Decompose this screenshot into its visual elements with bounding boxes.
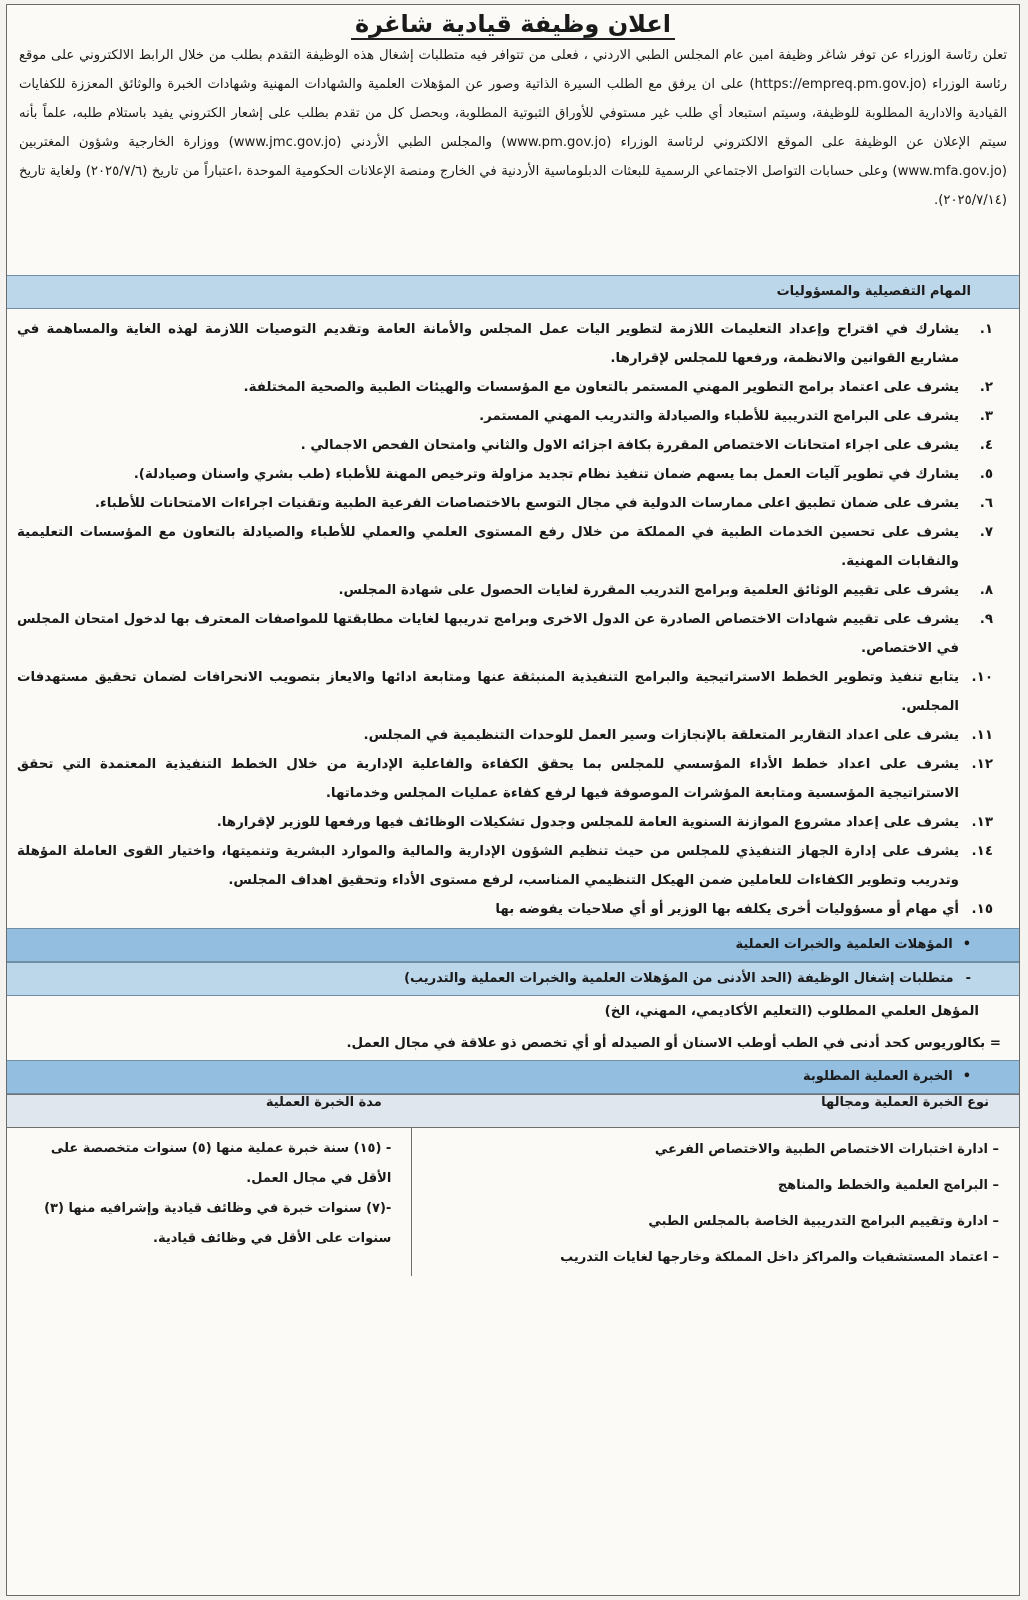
task-item xyxy=(17,576,997,605)
job-announcement-document xyxy=(6,4,1020,1596)
task-text: يشرف على إعداد مشروع الموازنة السنوية العامة للمجلس وجدول تشكيلات الوظائف فيها ورفعها للوزير لإقرارها. xyxy=(216,815,959,830)
experience-duration-header: مدة الخبرة العملية xyxy=(7,1095,412,1128)
task-item xyxy=(17,895,997,924)
experience-section-header xyxy=(7,1060,1019,1094)
task-number: ٤. xyxy=(979,438,993,453)
task-number: ١٣. xyxy=(971,815,993,830)
experience-table-row xyxy=(7,1128,1019,1277)
requirements-dash: - xyxy=(965,971,971,986)
experience-duration-item: -(٧) سنوات خبرة في وظائف قيادية وإشرافيه منها (٣) سنوات على الأقل في وظائف قيادية. xyxy=(44,1201,392,1246)
task-item xyxy=(17,837,997,895)
task-item xyxy=(17,315,997,373)
task-item xyxy=(17,431,997,460)
experience-type-item: – ادارة اختبارات الاختصاص الطبية والاختصاص الفرعي xyxy=(422,1132,999,1168)
experience-type-header: نوع الخبرة العملية ومجالها xyxy=(412,1095,1019,1128)
intro-paragraph: تعلن رئاسة الوزراء عن توفر شاغر وظيفة امين عام المجلس الطبي الاردني ، فعلى من تتوافر فيه متطلبات إشغال هذه الوظيفة التقدم بطلب من خلال الرابط الالكتروني على موقع رئاسة الوزراء (https://empreq.pm.gov.jo) على ان يرفق مع الطلب السيرة الذاتية وصور عن المؤهلات العلمية والشهادات المهنية وشهادات الخبرة والوثائق المعززة للكفايات القيادية والادارية المطلوبة للوظيفة، وسيتم استبعاد أي طلب غير مستوفي للأوراق الثبوتية المطلوبة، وبحصل كل من تقدم بطلب على إشعار الكتروني يفيد باستلام طلبه، علماً بأنه سيتم الإعلان عن الوظيفة على الموقع الالكتروني لرئاسة الوزراء (www.pm.gov.jo) والمجلس الطبي الأردني (www.jmc.gov.jo) ووزارة الخارجية وشؤون المغتربين (www.mfa.gov.jo) وعلى حسابات التواصل الاجتماعي الرسمية للبعثات الدبلوماسية الأردنية في الخارج ومنصة الإعلانات الحكومية الموحدة ،اعتباراً من تاريخ (٢٠٢٥/٧/٦) ولغاية تاريخ (٢٠٢٥/٧/١٤). xyxy=(19,48,1007,208)
task-number: ٥. xyxy=(979,467,993,482)
experience-type-item: – ادارة وتقييم البرامج التدريبية الخاصة بالمجلس الطبي xyxy=(422,1204,999,1240)
task-number: ١٠. xyxy=(971,670,993,685)
task-item xyxy=(17,750,997,808)
experience-table xyxy=(7,1094,1019,1276)
task-item xyxy=(17,460,997,489)
qualifications-header-text: • المؤهلات العلمية والخبرات العملية xyxy=(735,937,971,952)
task-item xyxy=(17,605,997,663)
task-number: ١٢. xyxy=(971,757,993,772)
tasks-list xyxy=(7,309,1019,928)
task-text: يشرف على البرامج التدريبية للأطباء والصيادلة والتدريب المهني المستمر. xyxy=(479,409,959,424)
task-item xyxy=(17,373,997,402)
experience-durations-cell xyxy=(7,1128,412,1277)
task-text: يشرف على اعداد التقارير المتعلقة بالإنجازات وسير العمل للوحدات التنظيمية في المجلس. xyxy=(363,728,959,743)
task-text: يشارك في اقتراح وإعداد التعليمات اللازمة لتطوير اليات عمل المجلس والأمانة العامة وتقديم التوصيات اللازمة لهذه الغاية والمساهمة في مشاريع القوانين والانظمة، ورفعها للمجلس لإقرارها. xyxy=(17,322,959,366)
task-text: يشرف على تقييم الوثائق العلمية وبرامج التدريب المقررة لغايات الحصول على شهادة المجلس. xyxy=(338,583,959,598)
task-text: يشرف على تحسين الخدمات الطبية في المملكة من خلال رفع المستوى العلمي والعملي للأطباء والصيادلة بالتعاون مع المؤسسات التعليمية والنقابات المهنية. xyxy=(17,525,959,569)
document-title-text: اعلان وظيفة قيادية شاغرة xyxy=(351,10,675,40)
required-degree-label: المؤهل العلمي المطلوب (التعليم الأكاديمي، المهني، الخ) xyxy=(604,1004,979,1019)
tasks-section-header: المهام التفصيلية والمسؤوليات xyxy=(7,275,1019,309)
task-text: يشرف على اعداد خطط الأداء المؤسسي للمجلس بما يحقق الكفاءة والفاعلية الإدارية من خلال الخطط التنفيذية المعتمدة التي تحقق الاستراتيجية المؤسسية ومتابعة المؤشرات الموصوفة فيها لرفع كفاءة عمليات المجلس وخدماتها. xyxy=(17,757,959,801)
task-text: يشرف على اعتماد برامج التطوير المهني المستمر بالتعاون مع المؤسسات والهيئات الطبية والصحية المختلفة. xyxy=(243,380,959,395)
task-item xyxy=(17,663,997,721)
document-title xyxy=(7,9,1019,39)
requirements-section-header xyxy=(7,962,1019,996)
task-text: أي مهام أو مسؤوليات أخرى يكلفه بها الوزير أو أي صلاحيات يفوضه بها xyxy=(495,902,959,917)
experience-header-text: • الخبرة العملية المطلوبة xyxy=(803,1069,971,1084)
task-number: ١١. xyxy=(971,728,993,743)
task-number: ١٤. xyxy=(971,844,993,859)
task-text: يشرف على ضمان تطبيق اعلى ممارسات الدولية في مجال التوسع بالاختصاصات الفرعية الطبية وتقنيات اجراءات الامتحانات للأطباء. xyxy=(94,496,959,511)
task-text: يشرف على إدارة الجهاز التنفيذي للمجلس من حيث تنظيم الشؤون الإدارية والمالية والموارد البشرية وتنميتها، واختيار القوى العاملة المؤهلة وتدريب وتطوير الكفاءات للعاملين ضمن الهيكل التنظيمي المناسب، لرفع مستوى الأداء وتحقيق اهداف المجلس. xyxy=(17,844,959,888)
task-number: ٨. xyxy=(979,583,993,598)
task-number: ١. xyxy=(979,322,993,337)
experience-table-header-row xyxy=(7,1095,1019,1128)
experience-types-cell xyxy=(412,1128,1019,1277)
task-number: ٩. xyxy=(979,612,993,627)
task-number: ٦. xyxy=(979,496,993,511)
task-number: ٧. xyxy=(979,525,993,540)
requirements-header-text: متطلبات إشغال الوظيفة (الحد الأدنى من المؤهلات العلمية والخبرات العملية والتدريب) xyxy=(404,971,954,986)
experience-type-item: – اعتماد المستشفيات والمراكز داخل المملكة وخارجها لغايات التدريب xyxy=(422,1240,999,1276)
qualifications-section-header xyxy=(7,928,1019,962)
task-text: يشرف على اجراء امتحانات الاختصاص المقررة بكافة اجزائه الاول والثاني وامتحان الفحص الاجمالي . xyxy=(300,438,959,453)
task-item xyxy=(17,489,997,518)
task-text: يشارك في تطوير آليات العمل بما يسهم ضمان تنفيذ نظام تجديد مزاولة وترخيص المهنة للأطباء (طب بشري واسنان وصيادلة). xyxy=(133,467,959,482)
experience-type-item: – البرامج العلمية والخطط والمناهج xyxy=(422,1168,999,1204)
task-item xyxy=(17,721,997,750)
task-number: ٢. xyxy=(979,380,993,395)
task-item xyxy=(17,808,997,837)
task-number: ٣. xyxy=(979,409,993,424)
experience-duration-item: - (١٥) سنة خبرة عملية منها (٥) سنوات متخصصة على الأقل في مجال العمل. xyxy=(50,1141,392,1186)
task-text: يتابع تنفيذ وتطوير الخطط الاستراتيجية والبرامج التنفيذية المنبثقة عنها ومتابعة ادائها والايعاز بتصويب الانحرافات لضمان تحقيق مستهدفات المجلس. xyxy=(17,670,959,714)
task-number: ١٥. xyxy=(971,902,993,917)
task-item xyxy=(17,402,997,431)
task-item xyxy=(17,518,997,576)
required-degree-text: = بكالوريوس كحد أدنى في الطب أوطب الاسنان أو الصيدله أو أي تخصص ذو علاقة في مجال العمل. xyxy=(346,1036,1001,1051)
task-text: يشرف على تقييم شهادات الاختصاص الصادرة عن الدول الاخرى وبرامج تدريبها لغايات مطابقتها للمواصفات المعترف بها لدخول امتحان المجلس في الاختصاص. xyxy=(17,612,959,656)
